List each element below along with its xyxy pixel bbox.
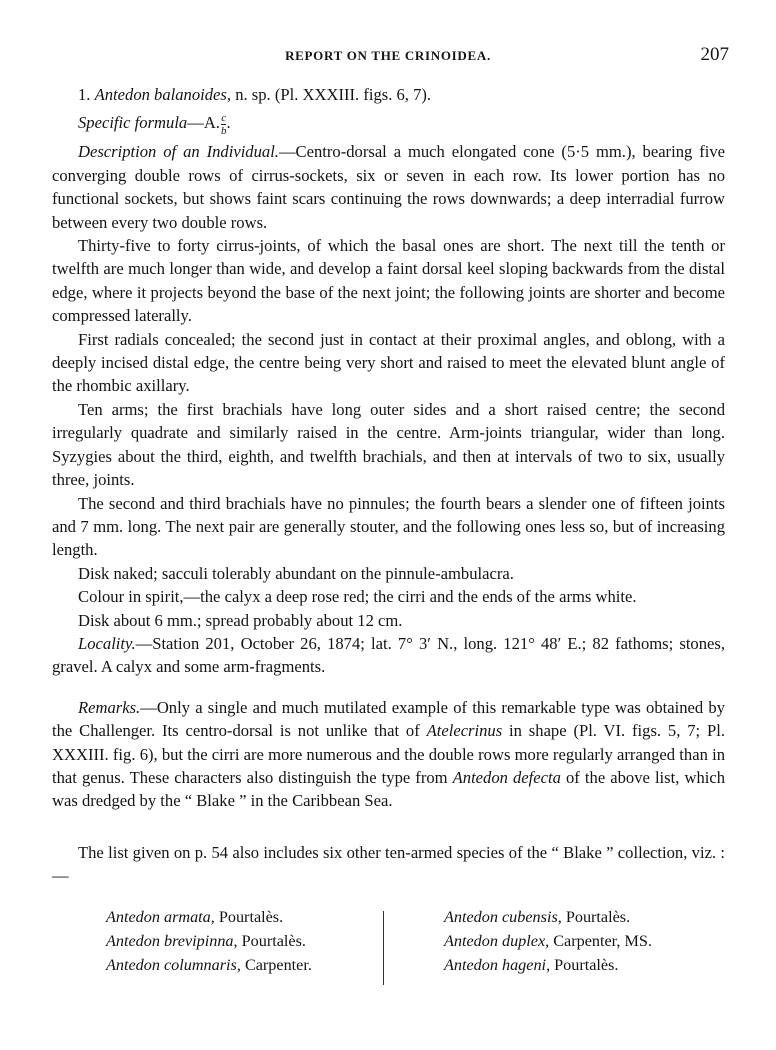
species-list <box>52 905 725 985</box>
list-item-author: , Carpenter, MS. <box>545 932 652 950</box>
locality-text: —Station 201, October 26, 1874; lat. 7° 3′ N., long. 121° 48′ E.; 82 fathoms; stones, gravel. A calyx and some arm-fragments. <box>52 633 725 677</box>
formula-label: Specific formula <box>78 113 188 133</box>
page-header <box>0 44 776 68</box>
colour-paragraph: Colour in spirit,—the calyx a deep rose red; the cirri and the ends of the arms white. <box>78 587 637 607</box>
section-gap <box>52 813 725 841</box>
description-paragraph <box>52 140 725 234</box>
body-text <box>52 83 725 888</box>
list-item <box>106 929 312 953</box>
disk-paragraph: Disk naked; sacculi tolerably abundant on the pinnule-ambulacra. <box>78 563 514 583</box>
list-item-name: Antedon hageni <box>444 956 547 974</box>
list-item <box>444 929 652 953</box>
section-gap <box>52 679 725 696</box>
species-list-left-column <box>106 905 312 977</box>
species-heading-rest: , n. sp. (Pl. XXXIII. figs. 6, 7). <box>226 85 432 104</box>
remarks-genus: Atelecrinus <box>426 721 503 741</box>
list-item <box>444 905 652 929</box>
list-item-author: , Pourtalès. <box>546 956 619 974</box>
remarks-text-2: in shape (Pl. VI. figs. 5, 7; Pl. XXXIII. fig. 6), but the cirri are more numerous and the double rows more regularly arranged than in that genus. These characters also distinguish the type from <box>52 721 725 787</box>
page-number: 207 <box>700 44 729 65</box>
species-list-right-column <box>444 905 652 977</box>
remarks-text-3: of the above list, which was dredged by the “ Blake ” in the Caribbean Sea. <box>52 767 726 811</box>
remarks-paragraph <box>52 696 725 813</box>
remarks-text-1: —Only a single and much mutilated example of this remarkable type was obtained by the Challenger. Its centro-dorsal is not unlike that of <box>52 697 725 741</box>
description-runin: Description of an Individual. <box>78 142 279 162</box>
species-heading <box>52 83 725 106</box>
list-item-name: Antedon armata <box>106 908 211 926</box>
list-intro-paragraph: The list given on p. 54 also includes six other ten-armed species of the “ Blake ” collection, viz. :— <box>52 842 725 886</box>
list-item-name: Antedon cubensis <box>444 908 558 926</box>
list-item <box>106 953 312 977</box>
cirri-paragraph: Thirty-five to forty cirrus-joints, of which the basal ones are short. The next till the tenth or twelfth are much longer than wide, and develop a faint dorsal keel sloping backwards from the distal edge, where it projects beyond the base of the next joint; the following joints are shorter and become compressed laterally. <box>52 236 725 326</box>
pinnules-paragraph: The second and third brachials have no pinnules; the fourth bears a slender one of fifteen joints and 7 mm. long. The next pair are generally stouter, and the following ones less so, but of increasing length. <box>52 493 725 560</box>
description-text: —Centro-dorsal a much elongated cone (5·5 mm.), bearing five converging double rows of cirrus-sockets, six or seven in each row. Its lower portion has no functional sockets, but shows faint scars continuing the rows downwards; a deep interradial furrow between every two double rows. <box>52 142 725 232</box>
specific-formula <box>52 106 725 140</box>
list-item-author: , Pourtalès. <box>210 908 284 926</box>
formula-end: . <box>226 113 231 133</box>
running-title: REPORT ON THE CRINOIDEA. <box>285 48 491 63</box>
list-item-name: Antedon brevipinna <box>106 932 234 950</box>
species-number: 1. <box>78 85 91 104</box>
column-divider <box>383 911 384 985</box>
arms-paragraph: Ten arms; the first brachials have long outer sides and a short raised centre; the second irregularly quadrate and similarly raised in the centre. Arm-joints triangular, wider than long. Syzygies about the third, eighth, and twelfth brachials, and then at intervals of two to six, usually three, joints. <box>52 399 725 490</box>
radials-paragraph: First radials concealed; the second just in contact at their proximal angles, and oblong, with a deeply incised distal edge, the centre being very short and raised to meet the elevated blunt angle of the rhombic axillary. <box>52 329 725 396</box>
list-item <box>444 953 652 977</box>
list-item <box>106 905 312 929</box>
species-name: Antedon balanoides <box>94 85 227 104</box>
list-item-author: , Pourtalès. <box>233 932 306 950</box>
formula-numerator: c <box>221 112 227 125</box>
list-item-name: Antedon duplex <box>444 932 546 950</box>
remarks-runin: Remarks. <box>78 697 141 717</box>
locality-runin: Locality. <box>78 633 136 653</box>
list-item-author: , Carpenter. <box>236 956 312 974</box>
formula-letter: —A. <box>187 113 220 133</box>
formula-denominator: b <box>220 125 227 138</box>
size-paragraph: Disk about 6 mm.; spread probably about 12 cm. <box>78 610 403 630</box>
remarks-species: Antedon defecta <box>452 767 561 787</box>
locality-paragraph <box>52 632 725 679</box>
list-item-name: Antedon columnaris <box>106 956 237 974</box>
list-item-author: , Pourtalès. <box>557 908 631 926</box>
